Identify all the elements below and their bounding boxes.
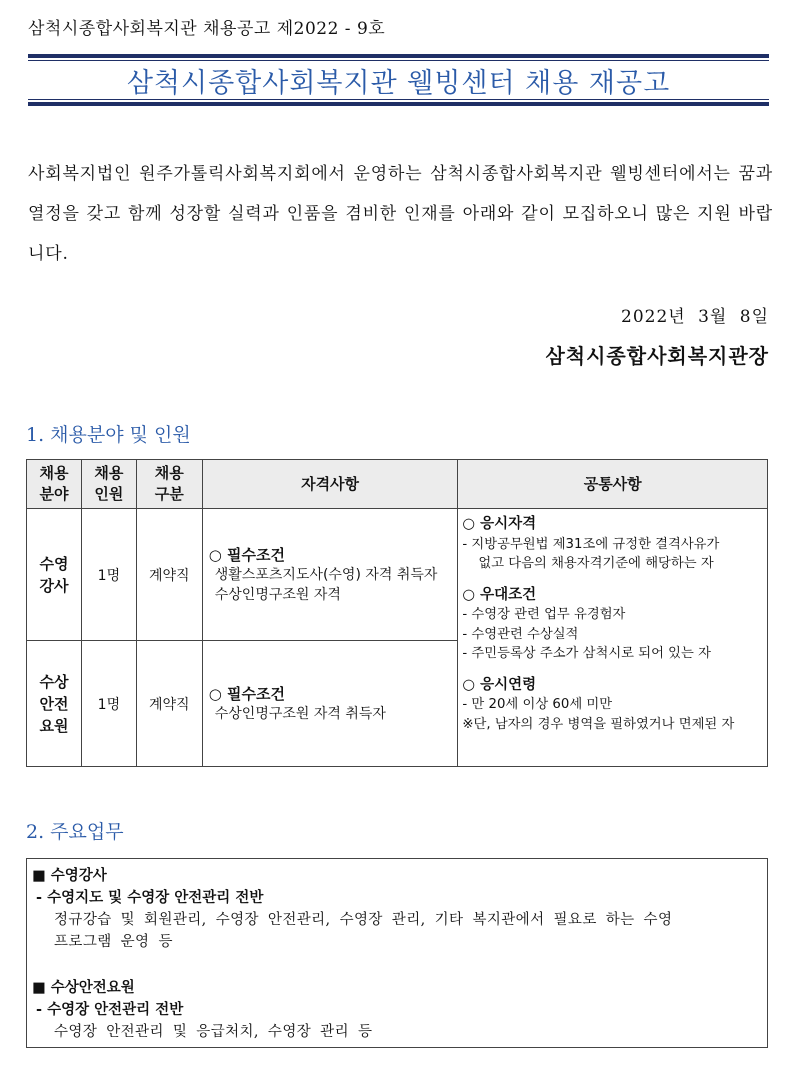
duty-block-lifeguard: ■ 수상안전요원 - 수영장 안전관리 전반 수영장 안전관리 및 응급처치, 수영장 관리 등 [32,980,373,1040]
document-title: 삼척시종합사회복지관 웰빙센터 채용 재공고 [126,68,671,99]
common-requirements: ○ 응시자격 - 지방공무원법 제31조에 규정한 결격사유가 없고 다음의 채용자격기준에 해당하는 자 ○ 우대조건 - 수영장 관련 업무 유경험자 - 수영관련 수상실적 - 주민등록상 주소가 삼척시로 되어 있는 자 ○ 응시연령 - 만 20세 이상 60세 미만 ※단, 남자의 경우 병역을 필하였거나 면제된 자 [458,509,768,767]
header-count: 채용 인원 [81,460,136,509]
title-rule-top [28,54,769,58]
notice-date: 2022년 3월 8일 [621,307,769,327]
header-qualification: 자격사항 [202,460,458,509]
row-kind: 계약직 [136,641,202,767]
duty-block-swim-instructor: ■ 수영강사 - 수영지도 및 수영장 안전관리 전반 정규강습 및 회원관리, 수영장 안전관리, 수영장 관리, 기타 복지관에서 필요로 하는 수영 프로그램 운영 등 [32,868,673,950]
table-row [27,509,768,641]
header-common: 공통사항 [458,460,768,509]
row-qualification: ○ 필수조건 생활스포츠지도사(수영) 자격 취득자 수상인명구조원 자격 [202,509,458,641]
duties-box [26,858,768,1048]
notice-number: 삼척시종합사회복지관 채용공고 제2022 - 9호 [28,19,386,39]
row-qualification: ○ 필수조건 수상인명구조원 자격 취득자 [202,641,458,767]
row-field: 수영 강사 [27,509,82,641]
title-band [28,54,769,106]
table-header-row [27,460,768,509]
row-kind: 계약직 [136,509,202,641]
recruitment-table [26,459,768,767]
section-title-duties: 2. 주요업무 [26,821,124,843]
signer: 삼척시종합사회복지관장 [545,344,769,368]
header-kind: 채용 구분 [136,460,202,509]
row-field: 수상 안전 요원 [27,641,82,767]
header-field: 채용 분야 [27,460,82,509]
row-count: 1명 [81,509,136,641]
row-count: 1명 [81,641,136,767]
title-rule-bottom [28,102,769,106]
intro-paragraph: 사회복지법인 원주가톨릭사회복지회에서 운영하는 삼척시종합사회복지관 웰빙센터에서는 꿈과 열정을 갖고 함께 성장할 실력과 인품을 겸비한 인재를 아래와 같이 모집하오니 많은 지원 바랍니다. [28,164,773,264]
section-title-recruitment: 1. 채용분야 및 인원 [26,424,191,446]
